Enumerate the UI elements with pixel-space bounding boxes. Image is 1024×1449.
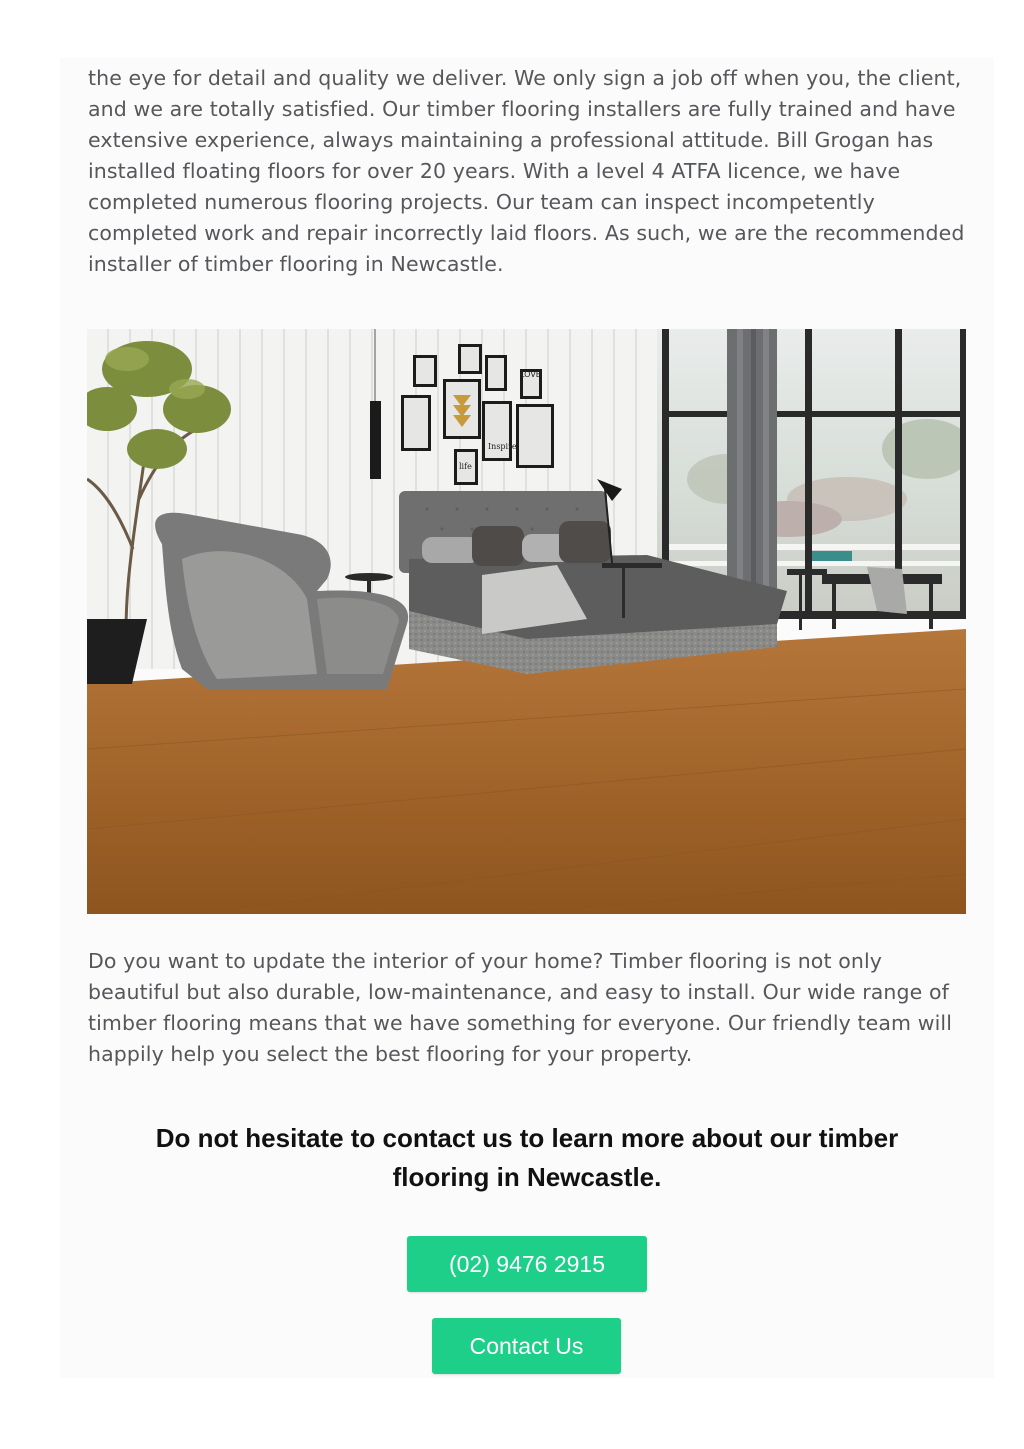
second-paragraph: Do you want to update the interior of your home? Timber flooring is not only beautiful but also durable, low-maintenance, and easy to install. Our wide range of timber flooring means that we have something for everyone. Our friendly team will happily help you select the best flooring for your property. [88, 949, 952, 1066]
cta-heading: Do not hesitate to contact us to learn more about our timber flooring in Newcastle. [155, 1123, 899, 1192]
phone-button[interactable]: (02) 9476 2915 [407, 1236, 647, 1292]
svg-text:LOVE: LOVE [520, 370, 541, 379]
contact-us-button[interactable]: Contact Us [432, 1318, 621, 1374]
intro-paragraph: the eye for detail and quality we deliver. We only sign a job off when you, the client, and we are totally satisfied. Our timber flooring installers are fully trained and have extensive experience, always maintaining a professional attitude. Bill Grogan has installed floating floors for over 20 years. With a level 4 ATFA licence, we have completed numerous flooring projects. Our team can inspect incompetently completed work and repair incorrectly laid floors. As such, we are the recommended installer of timber flooring in Newcastle. [88, 66, 965, 276]
svg-text:life: life [459, 462, 472, 471]
bedroom-photo [87, 329, 966, 914]
svg-text:Inspire: Inspire [488, 442, 517, 451]
